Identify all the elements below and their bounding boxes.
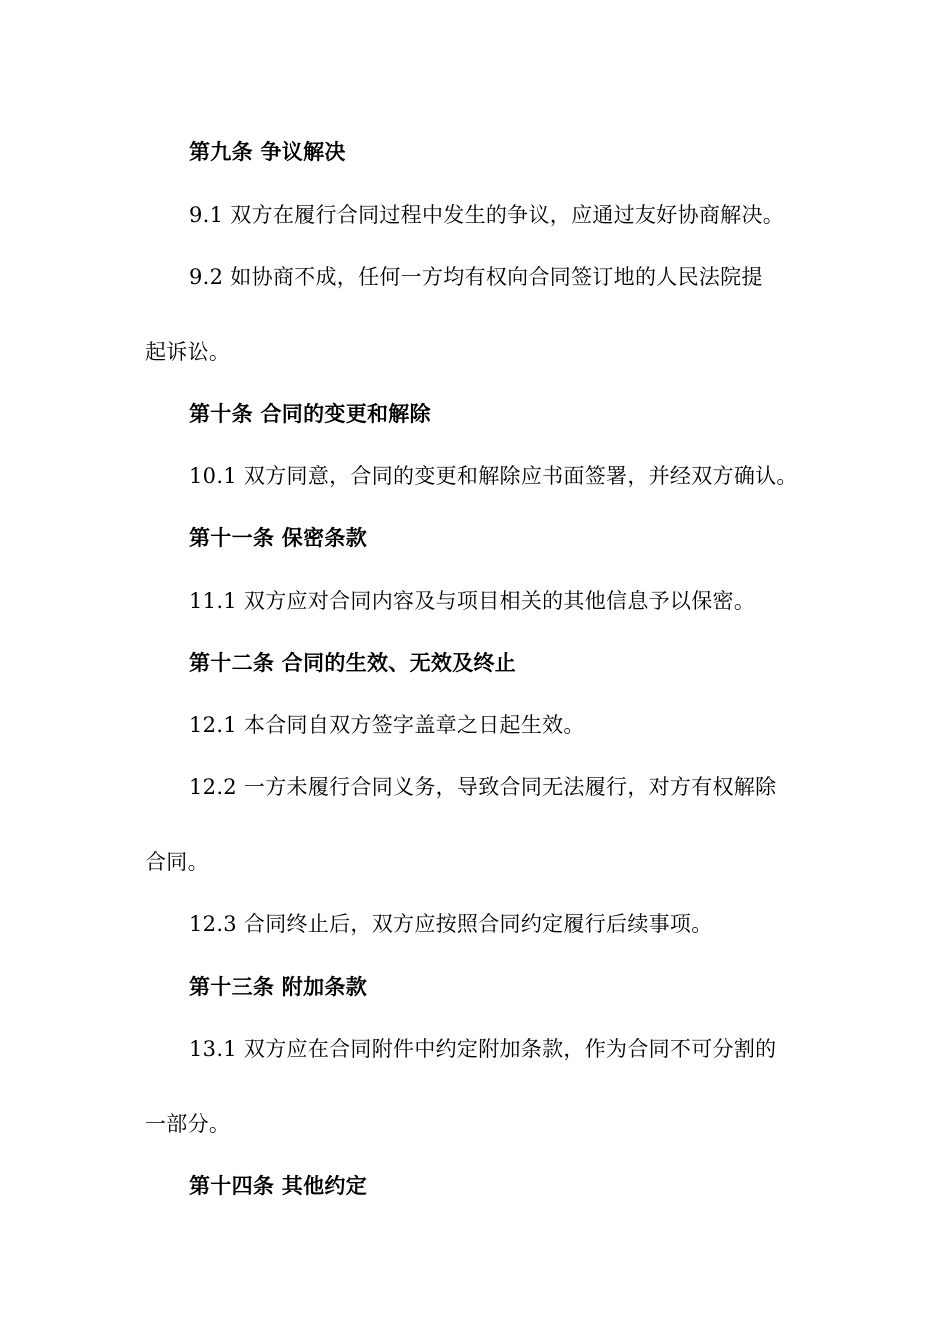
clause-10-1: 10.1 双方同意，合同的变更和解除应书面签署，并经双方确认。 <box>189 464 798 488</box>
clause-13-1-line-1: 13.1 双方应在合同附件中约定附加条款，作为合同不可分割的 <box>189 1037 777 1061</box>
clause-9-2-line-1: 9.2 如协商不成，任何一方均有权向合同签订地的人民法院提 <box>189 265 763 289</box>
article-14-heading: 第十四条 其他约定 <box>189 1173 368 1198</box>
clause-9-2-line-2: 起诉讼。 <box>145 340 231 364</box>
clause-9-1: 9.1 双方在履行合同过程中发生的争议，应通过友好协商解决。 <box>189 203 785 227</box>
clause-12-1: 12.1 本合同自双方签字盖章之日起生效。 <box>189 713 585 737</box>
article-12-heading: 第十二条 合同的生效、无效及终止 <box>189 650 517 675</box>
clause-12-3: 12.3 合同终止后，双方应按照合同约定履行后续事项。 <box>189 912 713 936</box>
article-13-heading: 第十三条 附加条款 <box>189 974 368 999</box>
clause-13-1-line-2: 一部分。 <box>145 1112 231 1136</box>
article-9-heading: 第九条 争议解决 <box>189 139 346 164</box>
clause-12-2-line-2: 合同。 <box>145 850 209 874</box>
article-10-heading: 第十条 合同的变更和解除 <box>189 401 431 426</box>
article-11-heading: 第十一条 保密条款 <box>189 525 368 550</box>
clause-12-2-line-1: 12.2 一方未履行合同义务，导致合同无法履行，对方有权解除 <box>189 775 777 799</box>
clause-11-1: 11.1 双方应对合同内容及与项目相关的其他信息予以保密。 <box>189 589 756 613</box>
